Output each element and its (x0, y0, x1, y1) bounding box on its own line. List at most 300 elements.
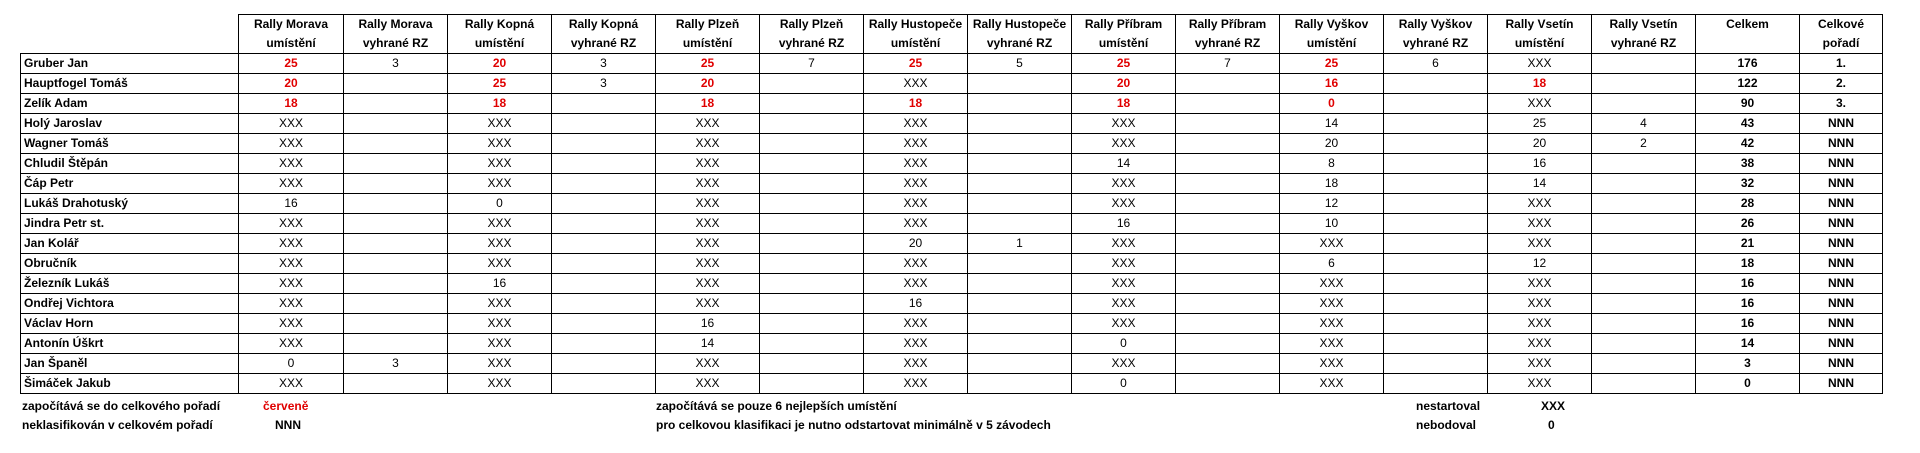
stage-wins (1384, 94, 1488, 114)
stage-wins (344, 154, 448, 174)
placement-points: XXX (864, 194, 968, 214)
stage-wins (1384, 254, 1488, 274)
place-subheader: umístění (239, 34, 344, 54)
driver-name: Gruber Jan (21, 54, 239, 74)
stage-wins (760, 114, 864, 134)
stage-wins (760, 74, 864, 94)
placement-points: 20 (448, 54, 552, 74)
standings-table (20, 14, 1883, 394)
stage-wins (552, 114, 656, 134)
stage-wins (1176, 334, 1280, 354)
placement-points: XXX (1488, 294, 1592, 314)
placement-points: XXX (656, 214, 760, 234)
placement-points: XXX (1280, 334, 1384, 354)
placement-points: 25 (239, 54, 344, 74)
stage-wins: 5 (968, 54, 1072, 74)
placement-points: 0 (1280, 94, 1384, 114)
stage-wins (760, 134, 864, 154)
placement-points: XXX (864, 374, 968, 394)
placement-points: XXX (656, 274, 760, 294)
stage-wins (968, 194, 1072, 214)
stage-wins (968, 334, 1072, 354)
stage-wins (760, 334, 864, 354)
placement-points: XXX (656, 354, 760, 374)
stage-wins (1592, 314, 1696, 334)
race-name-header: Rally Morava (344, 15, 448, 35)
legend-unclassified-label: neklasifikován v celkovém pořadí (22, 418, 213, 432)
stage-wins (1176, 214, 1280, 234)
stage-wins (552, 374, 656, 394)
placement-points: 0 (1072, 374, 1176, 394)
placement-points: XXX (239, 274, 344, 294)
placement-points: XXX (1488, 94, 1592, 114)
race-name-header: Rally Vsetín (1488, 15, 1592, 35)
placement-points: XXX (1280, 314, 1384, 334)
driver-name: Zelík Adam (21, 94, 239, 114)
stage-wins (968, 254, 1072, 274)
rank-subheader: pořadí (1800, 34, 1883, 54)
placement-points: XXX (239, 174, 344, 194)
stage-wins: 4 (1592, 114, 1696, 134)
placement-points: 18 (448, 94, 552, 114)
placement-points: XXX (448, 354, 552, 374)
stage-wins (1384, 154, 1488, 174)
stage-wins (760, 294, 864, 314)
legend-nopoints-label: nebodoval (1416, 418, 1477, 432)
race-name-header: Rally Příbram (1072, 15, 1176, 35)
placement-points: XXX (1488, 54, 1592, 74)
legend-dns-label: nestartoval (1416, 399, 1481, 413)
header-corner (21, 15, 239, 35)
legend-best6-note: započítává se pouze 6 nejlepších umístění (656, 399, 897, 413)
placement-points: XXX (239, 334, 344, 354)
placement-points: XXX (1488, 214, 1592, 234)
stage-wins (760, 154, 864, 174)
total-points: 3 (1696, 354, 1800, 374)
stage-wins (344, 94, 448, 114)
total-points: 21 (1696, 234, 1800, 254)
stage-wins (344, 234, 448, 254)
stage-wins (760, 314, 864, 334)
race-name-header: Rally Vyškov (1384, 15, 1488, 35)
placement-points: XXX (1280, 294, 1384, 314)
driver-name: Šimáček Jakub (21, 374, 239, 394)
overall-rank: NNN (1800, 234, 1883, 254)
stage-wins (1176, 134, 1280, 154)
stage-wins (344, 314, 448, 334)
place-subheader: umístění (1280, 34, 1384, 54)
placement-points: XXX (656, 234, 760, 254)
placement-points: XXX (448, 154, 552, 174)
placement-points: XXX (239, 134, 344, 154)
stage-wins (552, 134, 656, 154)
driver-name: Lukáš Drahotuský (21, 194, 239, 214)
placement-points: XXX (239, 234, 344, 254)
placement-points: 20 (1280, 134, 1384, 154)
total-points: 32 (1696, 174, 1800, 194)
overall-rank: NNN (1800, 334, 1883, 354)
stage-wins (344, 334, 448, 354)
stage-wins (968, 94, 1072, 114)
total-points: 14 (1696, 334, 1800, 354)
legend-min5-note: pro celkovou klasifikaci je nutno odstartovat minimálně v 5 závodech (656, 418, 1051, 432)
driver-name: Ondřej Vichtora (21, 294, 239, 314)
placement-points: 25 (448, 74, 552, 94)
place-subheader: umístění (448, 34, 552, 54)
stage-wins-subheader: vyhrané RZ (552, 34, 656, 54)
placement-points: XXX (1280, 274, 1384, 294)
legend-counts-value: červeně (263, 399, 309, 413)
stage-wins (1176, 274, 1280, 294)
race-name-header: Rally Plzeň (760, 15, 864, 35)
header-corner (21, 34, 239, 54)
placement-points: XXX (864, 134, 968, 154)
overall-rank: NNN (1800, 214, 1883, 234)
race-name-header: Rally Kopná (448, 15, 552, 35)
stage-wins (552, 254, 656, 274)
placement-points: 18 (1280, 174, 1384, 194)
overall-rank: NNN (1800, 354, 1883, 374)
placement-points: XXX (864, 154, 968, 174)
race-name-header: Rally Hustopeče (968, 15, 1072, 35)
stage-wins (968, 174, 1072, 194)
overall-rank: NNN (1800, 294, 1883, 314)
placement-points: 18 (864, 94, 968, 114)
placement-points: 14 (1072, 154, 1176, 174)
place-subheader: umístění (1488, 34, 1592, 54)
race-name-header: Rally Hustopeče (864, 15, 968, 35)
placement-points: XXX (1280, 354, 1384, 374)
stage-wins (1384, 294, 1488, 314)
placement-points: XXX (656, 154, 760, 174)
table-row (21, 274, 1883, 294)
stage-wins (760, 194, 864, 214)
stage-wins (1384, 354, 1488, 374)
table-row (21, 334, 1883, 354)
stage-wins (1592, 294, 1696, 314)
placement-points: XXX (1488, 194, 1592, 214)
placement-points: 16 (1488, 154, 1592, 174)
driver-name: Jan Španěl (21, 354, 239, 374)
total-header: Celkem (1696, 15, 1800, 35)
stage-wins (552, 354, 656, 374)
placement-points: XXX (239, 154, 344, 174)
stage-wins (1384, 194, 1488, 214)
driver-name: Obručník (21, 254, 239, 274)
placement-points: 12 (1488, 254, 1592, 274)
placement-points: XXX (656, 194, 760, 214)
table-row (21, 314, 1883, 334)
placement-points: XXX (1072, 194, 1176, 214)
placement-points: 20 (1072, 74, 1176, 94)
placement-points: XXX (1280, 234, 1384, 254)
stage-wins-subheader: vyhrané RZ (1384, 34, 1488, 54)
table-row (21, 354, 1883, 374)
stage-wins (1592, 154, 1696, 174)
stage-wins-subheader: vyhrané RZ (1176, 34, 1280, 54)
stage-wins (760, 174, 864, 194)
placement-points: XXX (864, 114, 968, 134)
stage-wins (552, 234, 656, 254)
stage-wins (968, 294, 1072, 314)
placement-points: XXX (1072, 234, 1176, 254)
overall-rank: 1. (1800, 54, 1883, 74)
placement-points: XXX (656, 254, 760, 274)
stage-wins (344, 134, 448, 154)
legend-unclassified-value: NNN (275, 418, 301, 432)
stage-wins: 3 (344, 354, 448, 374)
placement-points: 25 (1280, 54, 1384, 74)
placement-points: 0 (448, 194, 552, 214)
placement-points: XXX (448, 374, 552, 394)
stage-wins (1384, 334, 1488, 354)
stage-wins (1176, 114, 1280, 134)
rank-header: Celkové (1800, 15, 1883, 35)
placement-points: XXX (1488, 354, 1592, 374)
stage-wins (552, 194, 656, 214)
placement-points: 20 (1488, 134, 1592, 154)
placement-points: XXX (656, 114, 760, 134)
race-name-header: Rally Kopná (552, 15, 656, 35)
overall-rank: NNN (1800, 114, 1883, 134)
placement-points: XXX (864, 354, 968, 374)
stage-wins (344, 254, 448, 274)
stage-wins (1384, 374, 1488, 394)
placement-points: XXX (448, 134, 552, 154)
overall-rank: NNN (1800, 134, 1883, 154)
stage-wins (344, 114, 448, 134)
placement-points: XXX (448, 234, 552, 254)
placement-points: 6 (1280, 254, 1384, 274)
stage-wins (552, 94, 656, 114)
stage-wins (344, 214, 448, 234)
overall-rank: NNN (1800, 314, 1883, 334)
race-name-header: Rally Vyškov (1280, 15, 1384, 35)
driver-name: Antonín Úškrt (21, 334, 239, 354)
placement-points: XXX (864, 254, 968, 274)
driver-name: Václav Horn (21, 314, 239, 334)
placement-points: 18 (1488, 74, 1592, 94)
stage-wins-subheader: vyhrané RZ (1592, 34, 1696, 54)
overall-rank: NNN (1800, 194, 1883, 214)
total-points: 26 (1696, 214, 1800, 234)
placement-points: 16 (1280, 74, 1384, 94)
table-row (21, 194, 1883, 214)
placement-points: XXX (1488, 274, 1592, 294)
race-name-header: Rally Plzeň (656, 15, 760, 35)
table-row (21, 114, 1883, 134)
stage-wins (1592, 374, 1696, 394)
legend-dns-value: XXX (1541, 399, 1566, 413)
stage-wins (552, 314, 656, 334)
stage-wins (968, 134, 1072, 154)
stage-wins (968, 114, 1072, 134)
stage-wins (552, 294, 656, 314)
overall-rank: 3. (1800, 94, 1883, 114)
placement-points: XXX (864, 174, 968, 194)
stage-wins: 6 (1384, 54, 1488, 74)
placement-points: XXX (448, 294, 552, 314)
stage-wins: 3 (552, 74, 656, 94)
placement-points: XXX (864, 314, 968, 334)
placement-points: XXX (239, 294, 344, 314)
total-points: 28 (1696, 194, 1800, 214)
stage-wins (1592, 354, 1696, 374)
stage-wins (760, 214, 864, 234)
total-subheader (1696, 34, 1800, 54)
stage-wins (760, 374, 864, 394)
placement-points: XXX (239, 314, 344, 334)
stage-wins (1592, 254, 1696, 274)
stage-wins (1592, 334, 1696, 354)
placement-points: 14 (1280, 114, 1384, 134)
total-points: 43 (1696, 114, 1800, 134)
placement-points: XXX (1072, 254, 1176, 274)
stage-wins (968, 314, 1072, 334)
placement-points: XXX (656, 134, 760, 154)
placement-points: XXX (448, 314, 552, 334)
placement-points: 16 (239, 194, 344, 214)
placement-points: XXX (1072, 294, 1176, 314)
stage-wins (552, 274, 656, 294)
stage-wins (344, 174, 448, 194)
stage-wins (1384, 114, 1488, 134)
placement-points: XXX (656, 294, 760, 314)
placement-points: XXX (1488, 374, 1592, 394)
legend-nopoints-value: 0 (1548, 418, 1555, 432)
stage-wins (1384, 214, 1488, 234)
race-name-header: Rally Příbram (1176, 15, 1280, 35)
place-subheader: umístění (1072, 34, 1176, 54)
placement-points: XXX (864, 214, 968, 234)
stage-wins (1384, 274, 1488, 294)
stage-wins (1176, 234, 1280, 254)
placement-points: 14 (1488, 174, 1592, 194)
stage-wins (552, 174, 656, 194)
stage-wins-subheader: vyhrané RZ (968, 34, 1072, 54)
table-row (21, 154, 1883, 174)
placement-points: 25 (656, 54, 760, 74)
table-row (21, 374, 1883, 394)
total-points: 16 (1696, 274, 1800, 294)
placement-points: XXX (656, 174, 760, 194)
stage-wins (968, 354, 1072, 374)
driver-name: Jindra Petr st. (21, 214, 239, 234)
placement-points: XXX (1072, 174, 1176, 194)
table-row (21, 234, 1883, 254)
overall-rank: NNN (1800, 274, 1883, 294)
placement-points: XXX (448, 214, 552, 234)
stage-wins (968, 274, 1072, 294)
stage-wins (552, 154, 656, 174)
stage-wins (1176, 354, 1280, 374)
stage-wins (968, 374, 1072, 394)
placement-points: 18 (1072, 94, 1176, 114)
table-row (21, 174, 1883, 194)
table-row (21, 134, 1883, 154)
driver-name: Holý Jaroslav (21, 114, 239, 134)
stage-wins (552, 214, 656, 234)
stage-wins (1176, 294, 1280, 314)
overall-rank: NNN (1800, 174, 1883, 194)
total-points: 42 (1696, 134, 1800, 154)
place-subheader: umístění (864, 34, 968, 54)
stage-wins (1384, 174, 1488, 194)
stage-wins (968, 214, 1072, 234)
stage-wins (1176, 174, 1280, 194)
race-name-header: Rally Morava (239, 15, 344, 35)
placement-points: 8 (1280, 154, 1384, 174)
driver-name: Hauptfogel Tomáš (21, 74, 239, 94)
placement-points: 16 (864, 294, 968, 314)
stage-wins (1384, 74, 1488, 94)
placement-points: 25 (1072, 54, 1176, 74)
stage-wins-subheader: vyhrané RZ (344, 34, 448, 54)
stage-wins (344, 194, 448, 214)
placement-points: XXX (448, 174, 552, 194)
stage-wins (968, 154, 1072, 174)
placement-points: 18 (656, 94, 760, 114)
stage-wins (760, 94, 864, 114)
stage-wins-subheader: vyhrané RZ (760, 34, 864, 54)
overall-rank: NNN (1800, 154, 1883, 174)
placement-points: 20 (239, 74, 344, 94)
placement-points: 0 (239, 354, 344, 374)
table-row (21, 94, 1883, 114)
overall-rank: 2. (1800, 74, 1883, 94)
placement-points: 12 (1280, 194, 1384, 214)
placement-points: XXX (239, 374, 344, 394)
stage-wins (760, 274, 864, 294)
placement-points: XXX (1072, 354, 1176, 374)
placement-points: XXX (1280, 374, 1384, 394)
placement-points: 0 (1072, 334, 1176, 354)
placement-points: 25 (1488, 114, 1592, 134)
table-row (21, 294, 1883, 314)
stage-wins (1176, 374, 1280, 394)
stage-wins (344, 74, 448, 94)
placement-points: XXX (1488, 334, 1592, 354)
table-row (21, 54, 1883, 74)
placement-points: 20 (864, 234, 968, 254)
placement-points: XXX (448, 254, 552, 274)
placement-points: XXX (239, 254, 344, 274)
stage-wins (1176, 314, 1280, 334)
total-points: 90 (1696, 94, 1800, 114)
legend-counts-label: započítává se do celkového pořadí (22, 399, 221, 413)
stage-wins (968, 74, 1072, 94)
placement-points: XXX (656, 374, 760, 394)
placement-points: XXX (448, 334, 552, 354)
stage-wins (344, 374, 448, 394)
placement-points: XXX (864, 334, 968, 354)
total-points: 122 (1696, 74, 1800, 94)
stage-wins (1592, 54, 1696, 74)
stage-wins: 3 (552, 54, 656, 74)
placement-points: 20 (656, 74, 760, 94)
stage-wins (1592, 234, 1696, 254)
overall-rank: NNN (1800, 254, 1883, 274)
stage-wins (1384, 314, 1488, 334)
stage-wins (1592, 214, 1696, 234)
stage-wins: 1 (968, 234, 1072, 254)
stage-wins (1592, 194, 1696, 214)
placement-points: XXX (239, 214, 344, 234)
placement-points: 16 (1072, 214, 1176, 234)
table-row (21, 74, 1883, 94)
driver-name: Wagner Tomáš (21, 134, 239, 154)
driver-name: Jan Kolář (21, 234, 239, 254)
